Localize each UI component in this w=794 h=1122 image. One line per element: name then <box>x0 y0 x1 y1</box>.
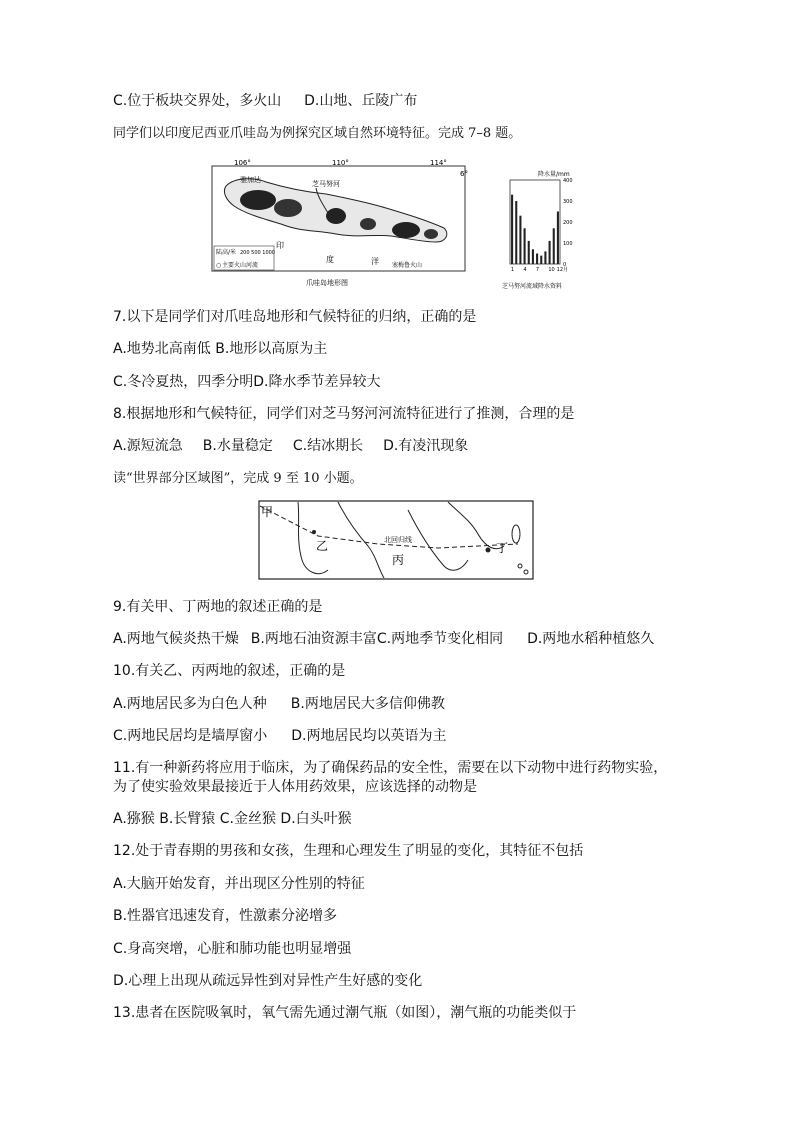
legend-river: 河流 <box>246 262 259 269</box>
q8-option-d: D.有凌汛现象 <box>383 438 469 454</box>
lon-label-110: 110° <box>332 159 349 167</box>
rain-ytick: 200 <box>563 220 573 226</box>
option-line-c-d <box>113 92 417 110</box>
volcano-label: 塞梅鲁火山 <box>392 262 423 269</box>
legend-volcano: 主要火山 <box>222 262 247 269</box>
lon-label-106: 106° <box>234 159 251 167</box>
place-ding: 丁 <box>496 541 509 555</box>
tropic-label: 北回归线 <box>384 536 412 544</box>
rain-bar <box>544 251 546 264</box>
ocean-label-yang: 洋 <box>371 257 379 266</box>
q8-option-c: C.结冰期长 <box>292 438 364 454</box>
option-c: C.位于板块交界处，多火山 <box>113 93 282 109</box>
q9-option-d: D.两地水稻种植悠久 <box>527 631 655 647</box>
rain-bar <box>532 249 534 264</box>
q10-option-a: A.两地居民多为白色人种 <box>113 696 267 712</box>
q12-option-b: B.性器官迅速发育，性激素分泌增多 <box>113 908 338 924</box>
legend-title: 陆高/米 <box>216 249 237 256</box>
lon-label-114: 114° <box>430 159 447 167</box>
world-region-map-svg <box>258 500 534 580</box>
rain-bar <box>519 216 521 264</box>
rain-xtick: 4 <box>523 267 527 273</box>
q9-option-c: C.两地季节变化相同 <box>376 631 504 647</box>
q7-option-c: C.冬冷夏热，四季分明 <box>113 374 254 390</box>
legend-values: 200 500 1000 <box>240 250 275 256</box>
rain-ytick: 100 <box>563 241 573 247</box>
world-region-map <box>258 500 534 580</box>
rain-ytick: 300 <box>563 199 573 205</box>
rain-bar <box>511 195 513 264</box>
question-10: 10.有关乙、丙两地的叙述，正确的是 <box>113 663 346 679</box>
question-8: 8.根据地形和气候特征，同学们对芝马努河河流特征进行了推测，合理的是 <box>113 406 575 422</box>
option-d: D.山地、丘陵广布 <box>304 93 418 109</box>
q12-option-a: A.大脑开始发育，并出现区分性别的特征 <box>113 876 365 892</box>
q10-option-d: D.两地居民均以英语为主 <box>291 728 447 744</box>
question-11-line1: 11.有一种新药将应用于临床，为了确保药品的安全性，需要在以下动物中进行药物实验， <box>113 760 668 776</box>
q8-option-a: A.源短流急 <box>113 438 183 454</box>
section-intro-9-10: 读“世界部分区域图”，完成 9 至 10 小题。 <box>113 471 363 486</box>
q9-options <box>113 630 654 648</box>
rain-xtick: 10 <box>548 267 555 273</box>
question-9: 9.有关甲、丁两地的叙述正确的是 <box>113 599 323 615</box>
q7-option-d: D.降水季节差异较大 <box>253 374 381 390</box>
q7-options-cd <box>113 373 380 391</box>
ocean-label-du: 度 <box>326 255 334 264</box>
rain-unit: 降水量/mm <box>538 171 570 178</box>
question-13: 13.患者在医院吸氧时，氧气需先通过潮气瓶（如图），潮气瓶的功能类似于 <box>113 1005 577 1021</box>
section-intro-7-8: 同学们以印度尼西亚爪哇岛为例探究区域自然环境特征。完成 7–8 题。 <box>113 126 522 141</box>
q12-option-c: C.身高突增，心脏和肺功能也明显增强 <box>113 941 352 957</box>
java-map-caption: 爪哇岛地形图 <box>306 279 348 287</box>
q10-options-ab <box>113 695 445 713</box>
question-12: 12.处于青春期的男孩和女孩，生理和心理发生了明显的变化，其特征不包括 <box>113 843 584 859</box>
rainfall-chart-figure <box>498 168 588 292</box>
q7-options-ab: A.地势北高南低 B.地形以高原为主 <box>113 341 328 357</box>
rain-ytick: 0 <box>563 262 567 268</box>
rain-bar <box>524 228 526 264</box>
rain-xtick: 7 <box>535 267 540 273</box>
question-11-line2: 为了使实验效果最接近于人体用药效果，应该选择的动物是 <box>113 779 477 795</box>
rain-bar <box>549 241 551 264</box>
jakarta-label: 雅加达 <box>240 176 261 184</box>
q8-options <box>113 437 468 455</box>
java-terrain-map <box>206 158 471 292</box>
rain-bar <box>515 201 517 264</box>
q9-option-b: B.两地石油资源丰富 <box>250 631 377 647</box>
lat-label: 6° <box>460 170 468 178</box>
volcano-icon: ○ <box>216 262 222 269</box>
rain-bar <box>536 254 538 265</box>
rain-bar <box>540 256 542 264</box>
place-bing: 丙 <box>392 553 405 567</box>
rain-bar <box>553 228 555 264</box>
river-label: 芝马努河 <box>312 180 340 188</box>
place-jia: 甲 <box>261 505 274 519</box>
rain-bar <box>557 212 559 265</box>
q11-options: A.猕猴 B.长臂猿 C.金丝猴 D.白头叶猴 <box>113 811 352 827</box>
rainfall-chart <box>498 168 588 292</box>
rain-ytick: 400 <box>563 178 573 184</box>
q10-option-b: B.两地居民大多信仰佛教 <box>290 696 445 712</box>
question-7: 7.以下是同学们对爪哇岛地形和气候特征的归纳，正确的是 <box>113 309 477 325</box>
rain-bar <box>528 241 530 264</box>
q10-option-c: C.两地民居均是墙厚窗小 <box>113 728 268 744</box>
q8-option-b: B.水量稳定 <box>202 438 273 454</box>
java-map-figure <box>206 158 471 292</box>
rain-caption: 芝马努河流域降水资料 <box>502 283 563 290</box>
rain-xtick: 12月 <box>556 267 569 273</box>
q12-option-d: D.心理上出现从疏远异性到对异性产生好感的变化 <box>113 973 423 989</box>
q10-options-cd <box>113 727 446 745</box>
q9-option-a: A.两地气候炎热干燥 <box>113 631 239 647</box>
rain-xtick: 1 <box>510 267 515 273</box>
place-yi: 乙 <box>316 539 329 553</box>
ocean-label-yin: 印 <box>276 241 284 250</box>
